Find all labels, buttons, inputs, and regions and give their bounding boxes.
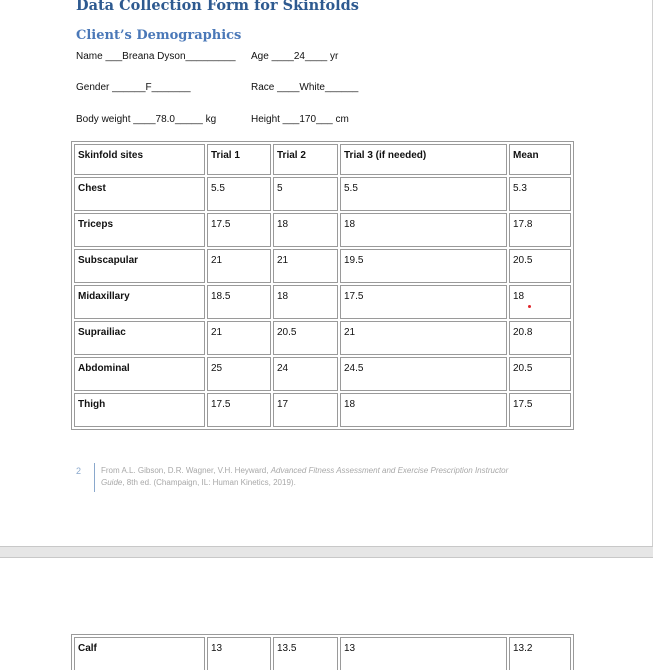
trial-3-cell[interactable]: 13 [340,637,507,670]
name-field[interactable]: Name ___Breana Dyson_________ [76,51,236,62]
site-cell[interactable]: Thigh [74,393,205,427]
weight-value: 78.0 [155,114,175,125]
form-title: Data Collection Form for Skinfolds [76,0,359,14]
gender-field[interactable]: Gender ______F_______ [76,82,191,93]
height-field[interactable]: Height ___170___ cm [251,114,349,125]
mean-cell[interactable]: 20.5 [509,249,571,283]
race-label: Race [251,82,275,93]
weight-label: Body weight [76,114,131,125]
header-trial-2: Trial 2 [273,144,338,175]
mean-cell[interactable]: 5.3 [509,177,571,211]
trial-1-cell[interactable]: 5.5 [207,177,271,211]
site-cell[interactable]: Abdominal [74,357,205,391]
header-mean: Mean [509,144,571,175]
height-unit: cm [335,114,349,125]
trial-1-cell[interactable]: 21 [207,321,271,355]
skinfold-table-continued [71,634,574,670]
trial-3-cell[interactable]: 18 [340,213,507,247]
trial-2-cell[interactable]: 17 [273,393,338,427]
header-skinfold-sites: Skinfold sites [74,144,205,175]
page-separator [0,546,653,558]
trial-3-cell[interactable]: 17.5 [340,285,507,319]
citation-publisher: , 8th ed. (Champaign, IL: Human Kinetics, 2019). [122,478,296,487]
trial-1-cell[interactable]: 21 [207,249,271,283]
trial-2-cell[interactable]: 24 [273,357,338,391]
trial-3-cell[interactable]: 18 [340,393,507,427]
table-row [74,321,571,355]
trial-1-cell[interactable]: 17.5 [207,213,271,247]
age-unit: yr [329,51,339,62]
citation-book-title: Advanced Fitness Assessment and Exercise Prescription Instructor Guide [101,466,509,487]
trial-1-cell[interactable]: 13 [207,637,271,670]
citation-authors: From A.L. Gibson, D.R. Wagner, V.H. Heyward, [101,466,271,475]
trial-3-cell[interactable]: 21 [340,321,507,355]
site-cell[interactable]: Suprailiac [74,321,205,355]
document-page-2 [0,558,653,670]
body-weight-field[interactable]: Body weight ____78.0_____ kg [76,114,217,125]
footer-divider [94,463,95,492]
trial-2-cell[interactable]: 18 [273,285,338,319]
gender-value: F [145,82,152,93]
table-header-row [74,144,571,175]
table-row [74,357,571,391]
trial-1-cell[interactable]: 17.5 [207,393,271,427]
mean-cell[interactable]: 17.8 [509,213,571,247]
trial-1-cell[interactable]: 25 [207,357,271,391]
site-cell[interactable]: Chest [74,177,205,211]
weight-unit: kg [205,114,217,125]
trial-2-cell[interactable]: 20.5 [273,321,338,355]
trial-1-cell[interactable]: 18.5 [207,285,271,319]
table-row [74,177,571,211]
mean-cell[interactable]: 17.5 [509,393,571,427]
table-row [74,393,571,427]
site-cell[interactable]: Midaxillary [74,285,205,319]
trial-3-cell[interactable]: 5.5 [340,177,507,211]
mean-cell[interactable]: 18 [509,285,571,319]
header-trial-3: Trial 3 (if needed) [340,144,507,175]
height-label: Height [251,114,280,125]
mean-cell[interactable]: 20.8 [509,321,571,355]
race-value: White [299,82,325,93]
site-cell[interactable]: Calf [74,637,205,670]
age-field[interactable]: Age ____24____ yr [251,51,339,62]
height-value: 170 [299,114,317,125]
gender-label: Gender [76,82,110,93]
table-row [74,285,571,319]
name-label: Name [76,51,103,62]
race-field[interactable]: Race ____White______ [251,82,359,93]
table-row [74,637,571,670]
header-trial-1: Trial 1 [207,144,271,175]
trial-3-cell[interactable]: 24.5 [340,357,507,391]
annotation-dot [528,305,531,308]
mean-cell[interactable]: 13.2 [509,637,571,670]
site-cell[interactable]: Subscapular [74,249,205,283]
trial-2-cell[interactable]: 5 [273,177,338,211]
site-cell[interactable]: Triceps [74,213,205,247]
table-row [74,249,571,283]
name-value: Breana Dyson [122,51,186,62]
footer-citation [101,465,521,489]
trial-3-cell[interactable]: 19.5 [340,249,507,283]
mean-cell[interactable]: 20.5 [509,357,571,391]
demographics-heading: Client’s Demographics [76,28,242,43]
trial-2-cell[interactable]: 13.5 [273,637,338,670]
trial-2-cell[interactable]: 18 [273,213,338,247]
trial-2-cell[interactable]: 21 [273,249,338,283]
table-row [74,213,571,247]
age-label: Age [251,51,269,62]
page-number: 2 [76,466,82,476]
skinfold-table [71,141,574,430]
age-value: 24 [293,51,305,62]
